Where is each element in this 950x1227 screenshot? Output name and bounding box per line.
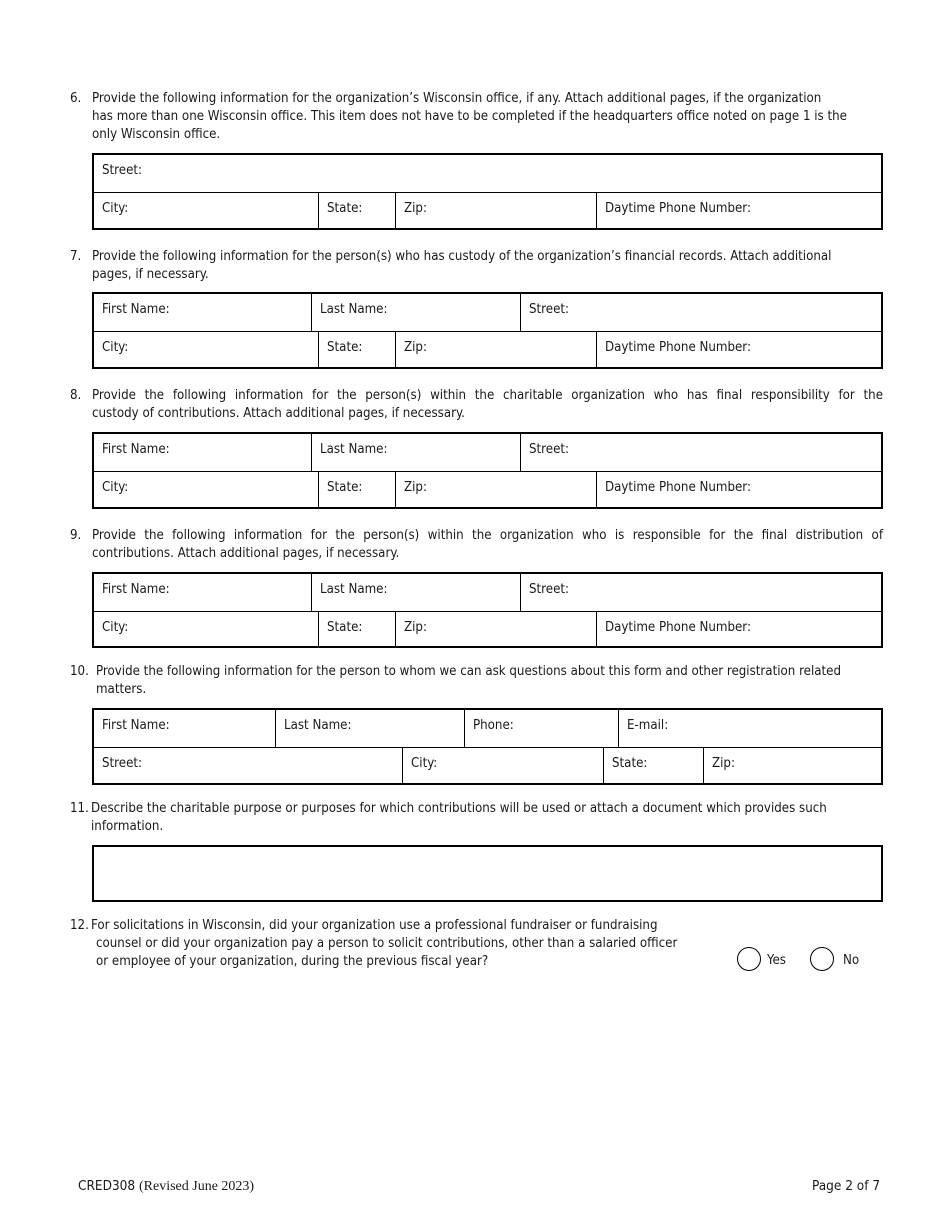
- question-line: pages, if necessary.: [92, 267, 209, 282]
- street-field[interactable]: [520, 574, 881, 611]
- question-text: [91, 800, 883, 836]
- field-label: Street:: [529, 582, 570, 597]
- contact-person-table: [92, 708, 883, 785]
- question-text: [92, 527, 883, 563]
- field-label: Street:: [102, 163, 143, 178]
- revision-date: (Revised June 2023): [138, 1179, 255, 1194]
- city-field[interactable]: [402, 748, 603, 783]
- first-name-field[interactable]: [94, 434, 311, 471]
- field-label: Zip:: [404, 620, 427, 635]
- question-6: [70, 90, 883, 144]
- question-line: or employee of your organization, during the previous fiscal year?: [96, 954, 489, 969]
- question-line: only Wisconsin office.: [92, 127, 221, 142]
- question-number: 7.: [70, 249, 82, 264]
- phone-field[interactable]: [464, 710, 618, 747]
- question-line: information.: [91, 819, 164, 834]
- question-line: custody of contributions. Attach additional pages, if necessary.: [92, 406, 465, 421]
- field-label: Last Name:: [284, 718, 352, 733]
- field-label: Zip:: [404, 340, 427, 355]
- yes-label: Yes: [767, 953, 786, 968]
- question-text: [92, 387, 883, 423]
- city-field[interactable]: [94, 332, 318, 367]
- question-line: Describe the charitable purpose or purposes for which contributions will be used or attach a document which provides such: [91, 801, 827, 816]
- form-id: CRED308: [78, 1178, 136, 1194]
- field-label: Street:: [102, 756, 143, 771]
- field-label: City:: [102, 340, 129, 355]
- field-label: Zip:: [404, 201, 427, 216]
- question-10: [70, 663, 883, 699]
- field-label: Daytime Phone Number:: [605, 201, 751, 216]
- field-label: Zip:: [712, 756, 735, 771]
- field-label: City:: [102, 480, 129, 495]
- no-radio[interactable]: [810, 947, 834, 971]
- zip-field[interactable]: [395, 332, 596, 367]
- state-field[interactable]: [318, 612, 395, 646]
- field-label: City:: [102, 201, 129, 216]
- contribution-custody-table: [92, 432, 883, 509]
- question-number: 10.: [70, 664, 89, 679]
- question-7: [70, 248, 883, 284]
- first-name-field[interactable]: [94, 710, 275, 747]
- state-field[interactable]: [318, 193, 395, 228]
- field-label: State:: [612, 756, 648, 771]
- question-number: 8.: [70, 388, 82, 403]
- field-label: State:: [327, 480, 363, 495]
- question-text: [96, 663, 883, 699]
- question-text: [92, 90, 883, 144]
- state-field[interactable]: [603, 748, 703, 783]
- question-line: Provide the following information for the organization’s Wisconsin office, if any. Attach additional pages, if the organization: [92, 91, 822, 106]
- question-11: [70, 800, 883, 836]
- wisconsin-office-table: [92, 153, 883, 230]
- question-number: 12.: [70, 918, 89, 933]
- question-text: [92, 917, 730, 971]
- yes-radio[interactable]: [737, 947, 761, 971]
- question-line: Provide the following information for the person to whom we can ask questions about this form and other registration related: [96, 664, 842, 679]
- field-label: First Name:: [102, 302, 170, 317]
- field-label: City:: [102, 620, 129, 635]
- street-field[interactable]: [94, 748, 402, 783]
- field-label: Zip:: [404, 480, 427, 495]
- field-label: First Name:: [102, 442, 170, 457]
- question-line: matters.: [96, 682, 147, 697]
- state-field[interactable]: [318, 472, 395, 507]
- question-12: [70, 917, 730, 971]
- zip-field[interactable]: [395, 472, 596, 507]
- daytime-phone-field[interactable]: [596, 472, 881, 507]
- city-field[interactable]: [94, 472, 318, 507]
- question-line: counsel or did your organization pay a person to solicit contributions, other than a salaried officer: [96, 936, 678, 951]
- zip-field[interactable]: [395, 193, 596, 228]
- no-label: No: [843, 953, 860, 968]
- street-field[interactable]: [520, 434, 881, 471]
- city-field[interactable]: [94, 193, 318, 228]
- question-line: Provide the following information for the person(s) within the charitable organization who has final responsibility for the: [92, 388, 883, 403]
- daytime-phone-field[interactable]: [596, 612, 881, 646]
- question-8: [70, 387, 883, 423]
- contribution-distribution-table: [92, 572, 883, 648]
- question-line: Provide the following information for the person(s) within the organization who is responsible for the final distribution of: [92, 528, 883, 543]
- field-label: Daytime Phone Number:: [605, 480, 751, 495]
- question-number: 9.: [70, 528, 82, 543]
- street-field[interactable]: [94, 155, 881, 192]
- financial-records-custodian-table: [92, 292, 883, 369]
- question-line: Provide the following information for the person(s) who has custody of the organization’s financial records. Attach additional: [92, 249, 832, 264]
- city-field[interactable]: [94, 612, 318, 646]
- field-label: City:: [411, 756, 438, 771]
- last-name-field[interactable]: [311, 294, 520, 331]
- field-label: State:: [327, 201, 363, 216]
- last-name-field[interactable]: [311, 574, 520, 611]
- question-number: 11.: [70, 801, 89, 816]
- field-label: State:: [327, 620, 363, 635]
- last-name-field[interactable]: [311, 434, 520, 471]
- question-9: [70, 527, 883, 563]
- state-field[interactable]: [318, 332, 395, 367]
- charitable-purpose-field[interactable]: [92, 845, 883, 902]
- page-number: Page 2 of 7: [812, 1178, 881, 1194]
- question-text: [92, 248, 883, 284]
- field-label: First Name:: [102, 582, 170, 597]
- field-label: E-mail:: [627, 718, 669, 733]
- daytime-phone-field[interactable]: [596, 193, 881, 228]
- question-line: has more than one Wisconsin office. This item does not have to be completed if the headquarters office noted on page 1 is the: [92, 109, 847, 124]
- field-label: Street:: [529, 302, 570, 317]
- zip-field[interactable]: [703, 748, 881, 783]
- question-line: For solicitations in Wisconsin, did your organization use a professional fundraiser or fundraising: [91, 918, 658, 933]
- zip-field[interactable]: [395, 612, 596, 646]
- first-name-field[interactable]: [94, 294, 311, 331]
- daytime-phone-field[interactable]: [596, 332, 881, 367]
- field-label: Last Name:: [320, 582, 388, 597]
- field-label: Phone:: [473, 718, 514, 733]
- field-label: Daytime Phone Number:: [605, 340, 751, 355]
- field-label: State:: [327, 340, 363, 355]
- field-label: Last Name:: [320, 302, 388, 317]
- last-name-field[interactable]: [275, 710, 464, 747]
- field-label: Daytime Phone Number:: [605, 620, 751, 635]
- field-label: First Name:: [102, 718, 170, 733]
- street-field[interactable]: [520, 294, 881, 331]
- field-label: Street:: [529, 442, 570, 457]
- form-identifier: [78, 1178, 254, 1195]
- email-field[interactable]: [618, 710, 881, 747]
- first-name-field[interactable]: [94, 574, 311, 611]
- field-label: Last Name:: [320, 442, 388, 457]
- question-line: contributions. Attach additional pages, if necessary.: [92, 546, 400, 561]
- question-number: 6.: [70, 91, 82, 106]
